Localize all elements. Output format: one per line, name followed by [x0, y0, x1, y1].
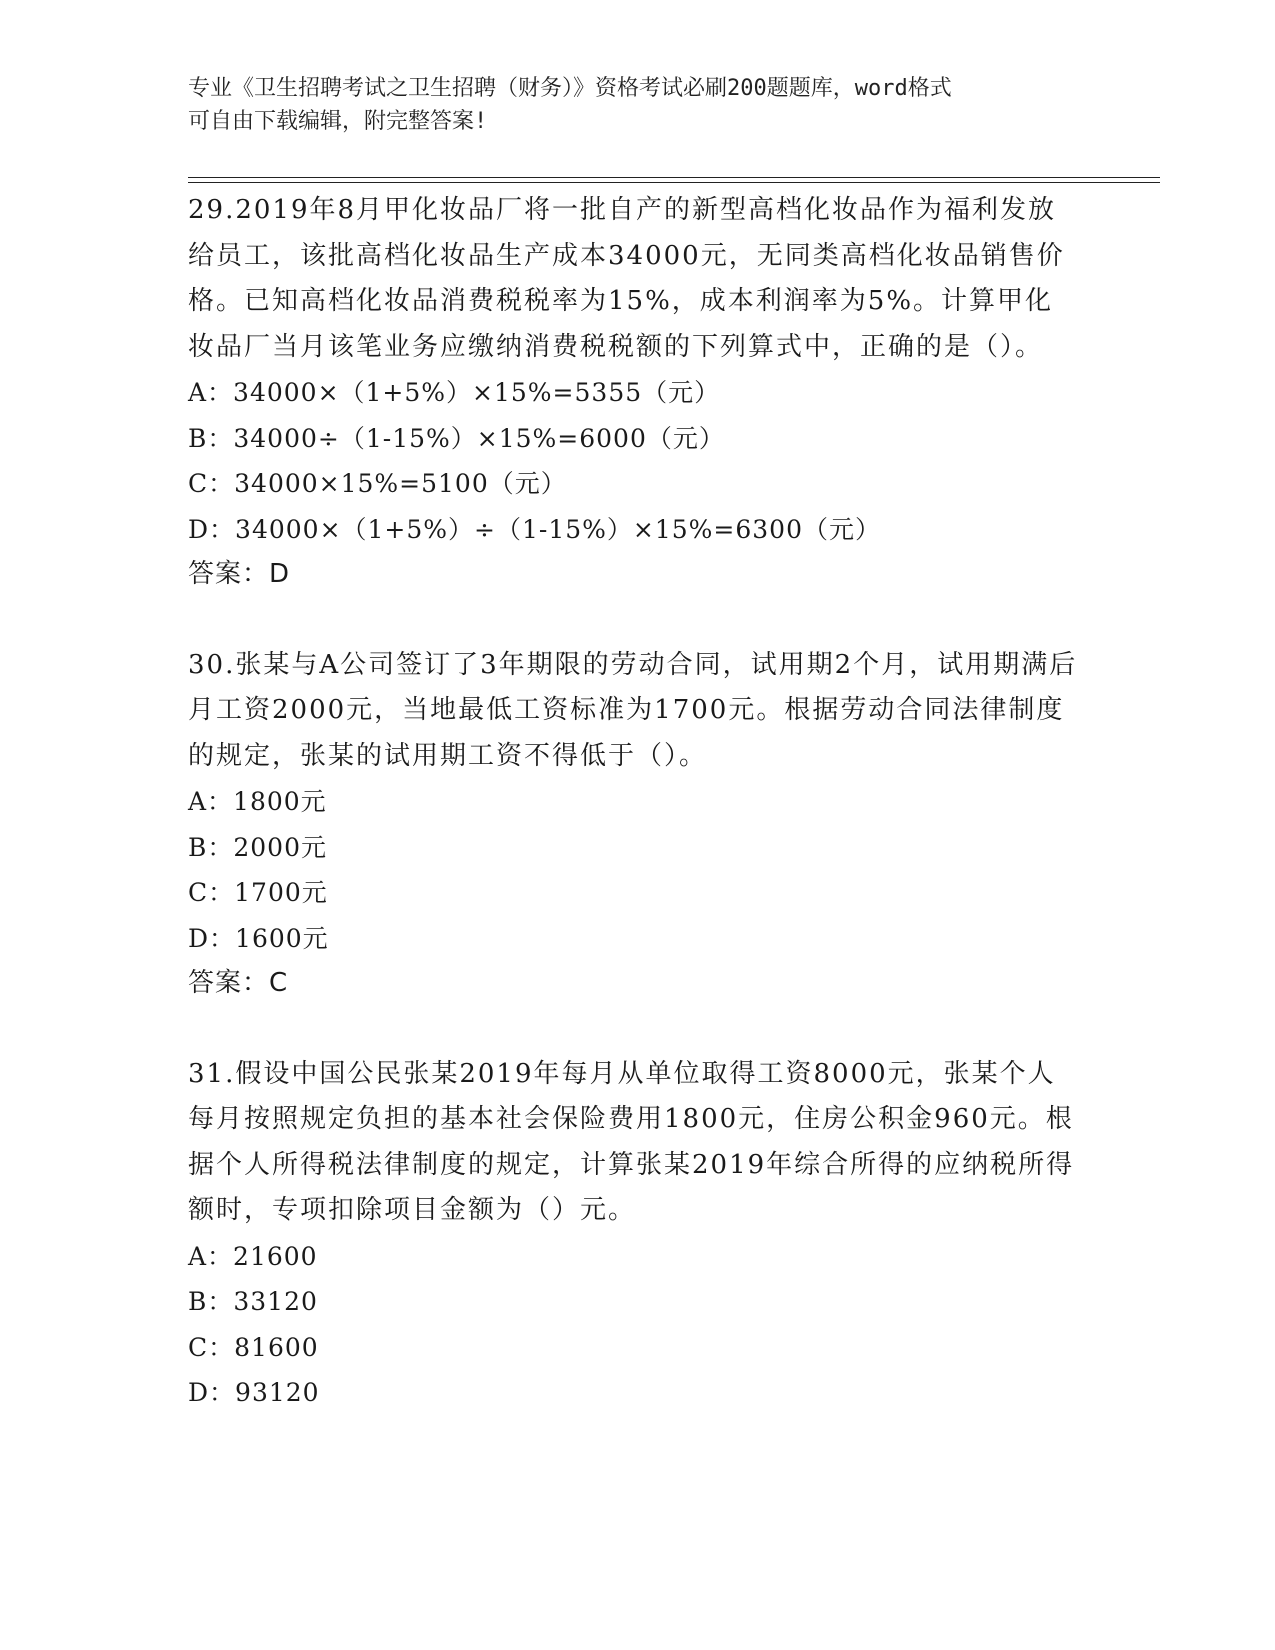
header-divider-top [188, 177, 1160, 178]
option-b: B：2000元 [188, 832, 327, 862]
option-b: B：33120 [188, 1287, 318, 1316]
option-a: A：1800元 [188, 787, 327, 816]
option-c: C：1700元 [188, 878, 328, 907]
answer-text: 答案：D [188, 559, 291, 589]
document-header [188, 72, 1088, 138]
question-stem: 31.假设中国公民张某2019年每月从单位取得工资8000元，张某个人每月按照规定负担的基本社会保险费用1800元，住房公积金960元。根据个人所得税法律制度的规定，计算张某2019年综合所得的应纳税所得额时，专项扣除项目金额为（）元。 [188, 1058, 1075, 1225]
option-c: C：34000×15%=5100（元） [188, 469, 567, 498]
question-31 [188, 1052, 1078, 1416]
option-a: A：34000×（1+5%）×15%=5355（元） [188, 378, 721, 407]
option-d: D：1600元 [188, 923, 329, 953]
option-d: D：93120 [188, 1378, 320, 1407]
header-divider-bottom [188, 182, 1160, 183]
header-line-2: 可自由下载编辑，附完整答案! [188, 109, 488, 134]
question-stem: 30.张某与A公司签订了3年期限的劳动合同，试用期2个月，试用期满后月工资2000元，当地最低工资标准为1700元。根据劳动合同法律制度的规定，张某的试用期工资不得低于（）。 [188, 649, 1078, 771]
question-list [188, 188, 1078, 1461]
option-d: D：34000×（1+5%）÷（1-15%）×15%=6300（元） [188, 514, 881, 544]
option-a: A：21600 [188, 1241, 318, 1271]
option-b: B：34000÷（1-15%）×15%=6000（元） [188, 423, 725, 453]
option-c: C：81600 [188, 1332, 319, 1362]
answer-text: 答案：C [188, 968, 289, 998]
question-30 [188, 643, 1078, 1007]
question-29 [188, 188, 1078, 598]
question-stem: 29.2019年8月甲化妆品厂将一批自产的新型高档化妆品作为福利发放给员工，该批高档化妆品生产成本34000元，无同类高档化妆品销售价格。已知高档化妆品消费税税率为15%，成本利润率为5%。计算甲化妆品厂当月该笔业务应缴纳消费税税额的下列算式中，正确的是（）。 [188, 195, 1065, 362]
header-line-1: 专业《卫生招聘考试之卫生招聘（财务）》资格考试必刷200题题库，word格式 [188, 76, 952, 101]
